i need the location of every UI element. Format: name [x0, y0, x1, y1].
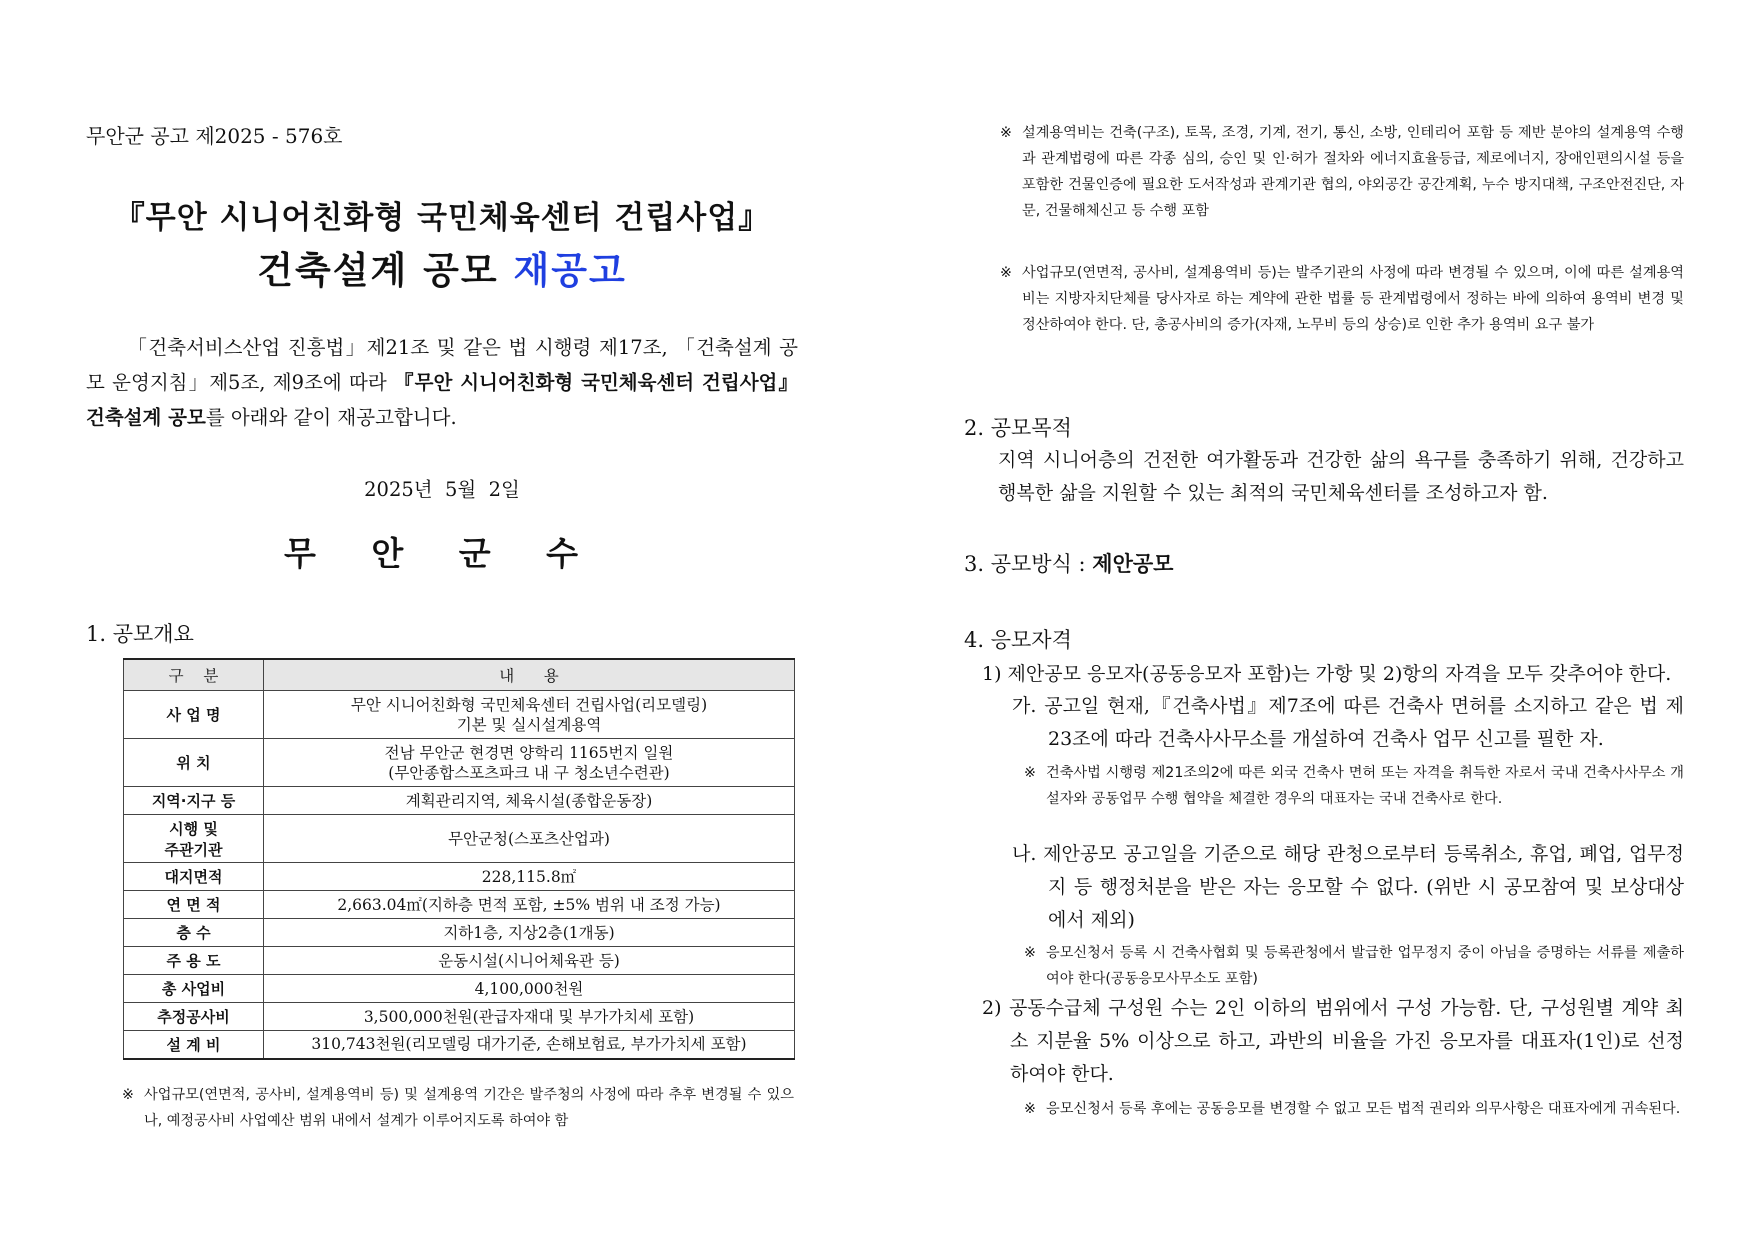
notice-title-line2: [86, 240, 798, 294]
section4-na-note-text: 응모신청서 등록 시 건축사협회 및 등록관청에서 발급한 업무정지 중이 아님을 증명하는 서류를 제출하여야 한다(공동응모사무소도 포함): [1046, 945, 1684, 987]
table-row: [124, 891, 795, 919]
note-mark: ※: [1024, 1101, 1036, 1117]
section3-prefix: 3. 공모방식 :: [964, 552, 1093, 576]
section2-title: 2. 공모목적: [964, 416, 1072, 440]
notice-number: 무안군 공고 제2025 - 576호: [86, 124, 343, 148]
table-row: [124, 787, 795, 815]
section1-note-text: 사업규모(연면적, 공사비, 설계용역비 등) 및 설계용역 기간은 발주청의 사정에 따라 추후 변경될 수 있으나, 예정공사비 사업예산 범위 내에서 설계가 이루어지도록 하여야 함: [144, 1087, 794, 1129]
table-cell-value: 무안 시니어친화형 국민체육센터 건립사업(리모델링) 기본 및 실시설계용역: [264, 691, 795, 739]
section1-title: 1. 공모개요: [86, 622, 194, 646]
scale-note: [1000, 260, 1684, 338]
section4-item2-note-text: 응모신청서 등록 후에는 공동응모를 변경할 수 없고 모든 법적 권리와 의무사항은 대표자에게 귀속된다.: [1046, 1101, 1681, 1117]
table-cell-value: 지하1층, 지상2층(1개동): [264, 919, 795, 947]
table-row: [124, 1031, 795, 1059]
table-cell-key: 위 치: [124, 739, 264, 787]
section4-ga-note: [1024, 760, 1684, 812]
table-cell-key: 시행 및 주관기관: [124, 815, 264, 863]
note-mark: ※: [122, 1087, 134, 1103]
table-row: [124, 739, 795, 787]
section4-item1: 1) 제안공모 응모자(공동응모자 포함)는 가항 및 2)항의 자격을 모두 갖추어야 한다.: [982, 663, 1672, 685]
table-cell-value: 3,500,000천원(관급자재대 및 부가가치세 포함): [264, 1003, 795, 1031]
section4-ga-note-text: 건축사법 시행령 제21조의2에 따른 외국 건축사 면허 또는 자격을 취득한 자로서 국내 건축사사무소 개설자와 공동업무 수행 협약을 체결한 경우의 대표자는 국내 건축사로 한다.: [1046, 765, 1684, 807]
note-mark: ※: [1024, 765, 1036, 781]
table-row: [124, 975, 795, 1003]
table-cell-key: 추정공사비: [124, 1003, 264, 1031]
issuer: 무 안 군 수: [284, 534, 600, 573]
section4-item1-na: 나. 제안공모 공고일을 기준으로 해당 관청으로부터 등록취소, 휴업, 폐업, 업무정지 등 행정처분을 받은 자는 응모할 수 없다. (위반 시 공모참여 및 보상대상에서 제외): [1012, 843, 1684, 931]
section4-item2: 2) 공동수급체 구성원 수는 2인 이하의 범위에서 구성 가능함. 단, 구성원별 계약 최소 지분율 5% 이상으로 하고, 과반의 비율을 가진 응모자를 대표자(1인)로 선정하여야 한다.: [982, 997, 1684, 1085]
title-main: 건축설계 공모: [257, 249, 514, 292]
overview-table-wrap: [123, 658, 795, 1060]
table-row: [124, 947, 795, 975]
table-cell-value: 2,663.04㎡(지하층 면적 포함, ±5% 범위 내 조정 가능): [264, 891, 795, 919]
section1-note: [122, 1082, 794, 1134]
section4-title: 4. 응모자격: [964, 628, 1072, 652]
intro-project-name: 『무안 시니어친화형 국민체육센터 건립사업』건축설계 공모: [86, 371, 798, 429]
table-cell-key: 층 수: [124, 919, 264, 947]
table-header-content: 내 용: [264, 659, 795, 691]
date-text: 2025년 5월 2일: [364, 478, 520, 501]
overview-table-body: [124, 691, 795, 1059]
table-cell-value: 228,115.8㎡: [264, 863, 795, 891]
table-cell-value: 계획관리지역, 체육시설(종합운동장): [264, 787, 795, 815]
overview-table: [123, 658, 795, 1060]
intro-paragraph: [86, 330, 798, 435]
section4-item1-ga: 가. 공고일 현재,『건축사법』제7조에 따른 건축사 면허를 소지하고 같은 법 제23조에 따라 건축사사무소를 개설하여 건축사 업무 신고를 필한 자.: [1012, 695, 1684, 750]
section2-body: 지역 시니어층의 건전한 여가활동과 건강한 삶의 욕구를 충족하기 위해, 건강하고 행복한 삶을 지원할 수 있는 최적의 국민체육센터를 조성하고자 함.: [998, 449, 1684, 504]
table-cell-key: 지역·지구 등: [124, 787, 264, 815]
cost-note: [1000, 120, 1684, 224]
note-mark: ※: [1000, 125, 1012, 141]
section3-title: [964, 548, 1173, 578]
scale-note-text: 사업규모(연면적, 공사비, 설계용역비 등)는 발주기관의 사정에 따라 변경될 수 있으며, 이에 따른 설계용역비는 지방자치단체를 당사자로 하는 계약에 관한 법률 등 관계법령에서 정하는 바에 의하여 용역비 변경 및 정산하여야 한다. 단, 총공사비의 증가(자재, 노무비 등의 상승)로 인한 추가 용역비 요구 불가: [1022, 265, 1684, 333]
table-row: [124, 815, 795, 863]
table-cell-key: 설 계 비: [124, 1031, 264, 1059]
table-cell-key: 연 면 적: [124, 891, 264, 919]
cost-note-text: 설계용역비는 건축(구조), 토목, 조경, 기계, 전기, 통신, 소방, 인테리어 포함 등 제반 분야의 설계용역 수행과 관계법령에 따른 각종 심의, 승인 및 인·허가 절차와 에너지효율등급, 제로에너지, 장애인편의시설 등을 포함한 건물인증에 필요한 도서작성과 관계기관 협의, 야외공간 공간계획, 누수 방지대책, 구조안전진단, 자문, 건물해체신고 등 수행 포함: [1022, 125, 1684, 219]
section4-item2-note: [1024, 1096, 1684, 1122]
table-cell-value: 운동시설(시니어체육관 등): [264, 947, 795, 975]
section4-na-note: [1024, 940, 1684, 992]
title-reannounce: 재공고: [513, 249, 627, 292]
note-mark: ※: [1000, 265, 1012, 281]
table-row: [124, 691, 795, 739]
section3-method: 제안공모: [1092, 552, 1174, 576]
table-row: [124, 1003, 795, 1031]
table-row: [124, 863, 795, 891]
table-header-category: 구 분: [124, 659, 264, 691]
table-cell-key: 사 업 명: [124, 691, 264, 739]
table-cell-value: 전남 무안군 현경면 양학리 1165번지 일원 (무안종합스포츠파크 내 구 청소년수련관): [264, 739, 795, 787]
table-cell-value: 무안군청(스포츠산업과): [264, 815, 795, 863]
table-row: [124, 919, 795, 947]
notice-title-line1: 『무안 시니어친화형 국민체육센터 건립사업』: [113, 200, 771, 236]
notice-date: [86, 474, 798, 502]
table-cell-value: 310,743천원(리모델링 대가기준, 손해보험료, 부가가치세 포함): [264, 1031, 795, 1059]
table-cell-value: 4,100,000천원: [264, 975, 795, 1003]
table-cell-key: 대지면적: [124, 863, 264, 891]
note-mark: ※: [1024, 945, 1036, 961]
table-cell-key: 총 사업비: [124, 975, 264, 1003]
intro-text-2: 를 아래와 같이 재공고합니다.: [205, 406, 457, 429]
table-cell-key: 주 용 도: [124, 947, 264, 975]
intro-text-1: 「건축서비스산업 진흥법」제21조 및 같은 법 시행령 제17조, 「건축설계 공모 운영지침」제5조, 제9조에 따라: [86, 336, 798, 394]
